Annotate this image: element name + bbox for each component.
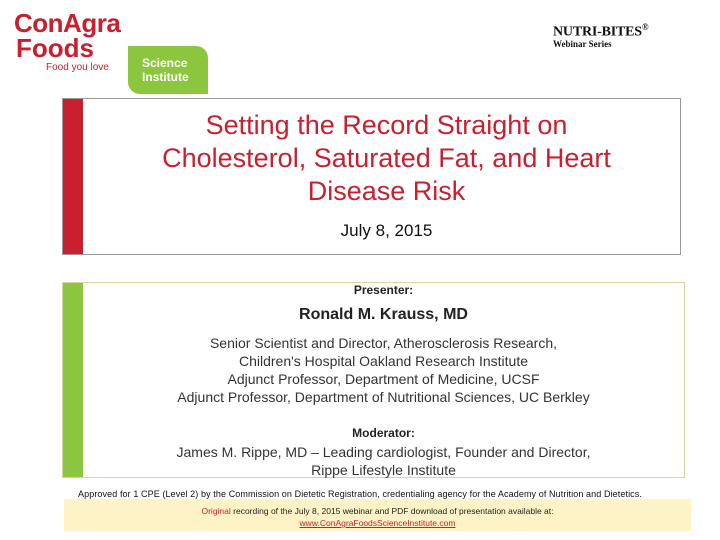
nutri-bites-header: [553, 22, 648, 49]
series-title: NUTRI-BITES®: [553, 22, 649, 40]
title-panel: [62, 98, 681, 255]
page-title: [103, 109, 670, 208]
presenter-name: Ronald M. Krauss, MD: [299, 306, 468, 323]
recording-original-label: Original: [201, 506, 231, 516]
role-line: Senior Scientist and Director, Atherosclerosis Research,: [209, 335, 558, 351]
role-line: Adjunct Professor, Department of Medicine, UCSF: [227, 371, 540, 387]
presenter-roles: [83, 334, 684, 406]
presentation-date: July 8, 2015: [340, 221, 433, 240]
science-line1: Science: [142, 56, 188, 70]
presenter-accent-bar: [63, 283, 83, 477]
series-subtitle: Webinar Series: [553, 38, 612, 49]
science-institute-badge: [128, 46, 208, 94]
logo-tagline: Food you love: [46, 62, 109, 73]
recording-text: [64, 505, 691, 517]
presenter-label: Presenter:: [353, 283, 414, 297]
moderator-line1: James M. Rippe, MD – Leading cardiologist, Founder and Director,: [176, 444, 591, 460]
cpe-approval-note: Approved for 1 CPE (Level 2) by the Commission on Dietetic Registration, credentialing agency for the Academy of Nutrition and Dietetics.: [78, 489, 642, 499]
title-line1: Setting the Record Straight on: [205, 110, 568, 140]
role-line: Children's Hospital Oakland Research Institute: [238, 353, 529, 369]
moderator-line2: Rippe Lifestyle Institute: [311, 462, 456, 478]
logo-line1: ConAgra: [14, 8, 121, 38]
logo-line2: Foods: [16, 33, 94, 63]
registered-mark: ®: [641, 22, 649, 32]
moderator-label: Moderator:: [352, 426, 415, 440]
science-line2: Institute: [142, 70, 189, 84]
title-line2: Cholesterol, Saturated Fat, and Heart: [162, 143, 611, 173]
recording-description: recording of the July 8, 2015 webinar and PDF download of presentation available at:: [230, 506, 554, 516]
title-accent-bar: [63, 99, 83, 254]
title-line3: Disease Risk: [307, 176, 466, 206]
recording-notice: [64, 499, 691, 531]
role-line: Adjunct Professor, Department of Nutritional Sciences, UC Berkley: [177, 389, 590, 405]
conagra-logo: [14, 10, 124, 80]
science-institute-link[interactable]: www.ConAgraFoodsScienceInstitute.com: [299, 518, 456, 528]
moderator-details: [83, 443, 684, 479]
presenter-panel: [62, 282, 685, 478]
